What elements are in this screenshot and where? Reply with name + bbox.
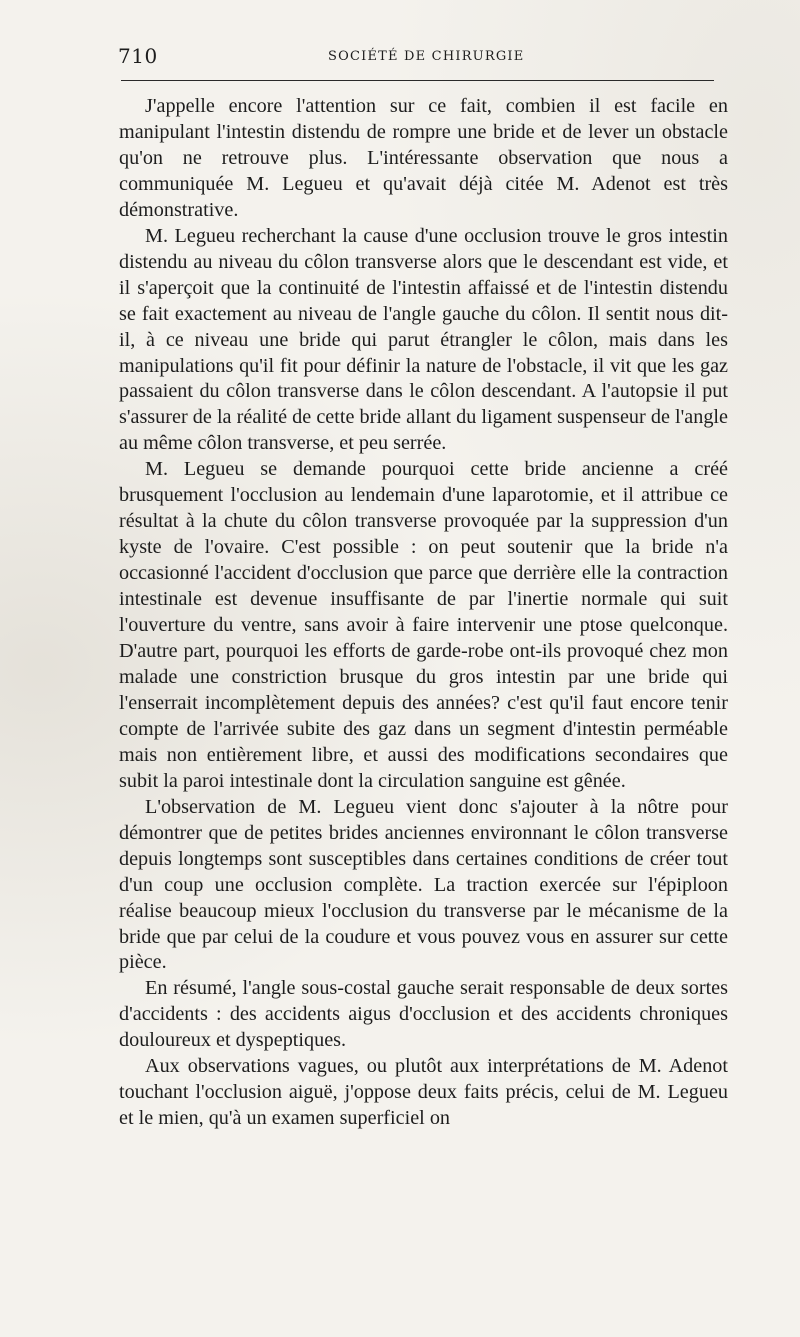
paragraph: L'observation de M. Legueu vient donc s'ajouter à la nôtre pour démontrer que de petites brides anciennes environnant le côlon transverse depuis longtemps sont susceptibles dans certaines conditions de créer tout d'un coup une occlusion complète. La traction exercée sur l'épiploon réalise beaucoup mieux l'occlusion du transverse par le mécanisme de la bride que par celui de la coudure et vous pouvez vous en assurer sur cette pièce. <box>119 795 728 974</box>
page-header <box>118 44 728 74</box>
page-number: 710 <box>118 44 158 68</box>
body-text <box>119 94 728 1132</box>
header-rule <box>121 80 714 81</box>
paragraph: M. Legueu se demande pourquoi cette bride ancienne a créé brusquement l'occlusion au lendemain d'une laparotomie, et il attribue ce résultat à la chute du côlon transverse provoquée par la suppression d'un kyste de l'ovaire. C'est possible : on peut soutenir que la bride n'a occasionné l'accident d'occlusion que parce que derrière elle la contraction intestinale est devenue insuffisante de par l'inertie normale qui suit l'ouverture du ventre, sans avoir à faire intervenir une ptose quelconque. D'autre part, pourquoi les efforts de garde-robe ont-ils provoqué chez mon malade une constriction brusque du gros intestin par une bride qui l'enserrait incomplètement depuis des années? c'est qu'il faut encore tenir compte de l'arrivée subite des gaz dans un segment d'intestin perméable mais non entièrement libre, et aussi des modifications secondaires que subit la paroi intestinale dont la circulation sanguine est gênée. <box>119 458 728 792</box>
paragraph: M. Legueu recherchant la cause d'une occlusion trouve le gros intestin distendu au niveau du côlon transverse alors que le descendant est vide, et il s'aperçoit que la continuité de l'intestin affaissé et de l'intestin distendu se fait exactement au niveau de l'angle gauche du côlon. Il sentit nous dit-il, à ce niveau une bride qui parut étrangler le côlon, mais dans les manipulations qu'il fit pour définir la nature de l'obstacle, il vit que les gaz passaient du côlon transverse dans le côlon descendant. A l'autopsie il put s'assurer de la réalité de cette bride allant du ligament suspenseur de l'angle au même côlon transverse, et peu serrée. <box>119 224 728 455</box>
paragraph: J'appelle encore l'attention sur ce fait, combien il est facile en manipulant l'intestin distendu de rompre une bride et de lever un obstacle qu'on ne retrouve plus. L'intéressante observation que nous a communiquée M. Legueu et qu'avait déjà citée M. Adenot est très démonstrative. <box>119 95 728 221</box>
paragraph: Aux observations vagues, ou plutôt aux interprétations de M. Adenot touchant l'occlusion aiguë, j'oppose deux faits précis, celui de M. Legueu et le mien, qu'à un examen superficiel on <box>119 1055 728 1130</box>
running-title: SOCIÉTÉ DE CHIRURGIE <box>328 49 525 64</box>
paragraph: En résumé, l'angle sous-costal gauche serait responsable de deux sortes d'accidents : des accidents aigus d'occlusion et des accidents chroniques douloureux et dyspeptiques. <box>119 977 728 1052</box>
